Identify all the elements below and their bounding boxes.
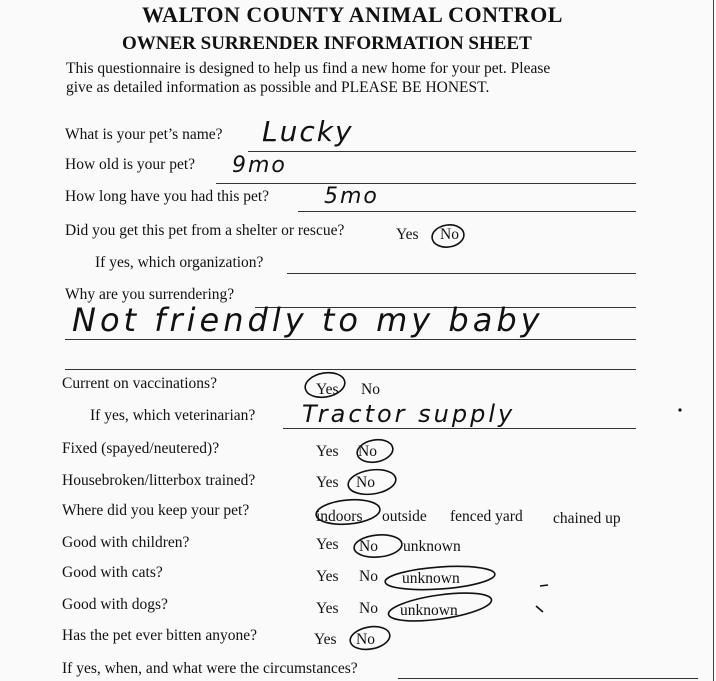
housebroken-no-option[interactable]: No: [356, 474, 375, 491]
stray-mark-1: [540, 585, 548, 586]
dogs-unknown-option[interactable]: unknown: [400, 602, 458, 619]
vaccination-no-option[interactable]: No: [361, 381, 380, 398]
vaccination-yes-option[interactable]: Yes: [316, 381, 339, 398]
children-yes-option[interactable]: Yes: [316, 536, 339, 553]
fixed-yes-option[interactable]: Yes: [316, 443, 339, 460]
ownership-duration-answer[interactable]: 5mo: [324, 184, 379, 209]
cats-no-option[interactable]: No: [359, 568, 378, 585]
cats-unknown-option[interactable]: unknown: [402, 570, 460, 587]
ownership-duration-label: How long have you had this pet?: [65, 188, 270, 205]
dogs-no-option[interactable]: No: [359, 600, 378, 617]
fixed-question: Fixed (spayed/neutered)?: [62, 440, 220, 457]
housing-question: Where did you keep your pet?: [62, 502, 250, 519]
housebroken-yes-option[interactable]: Yes: [316, 474, 339, 491]
housebroken-question: Housebroken/litterbox trained?: [62, 472, 256, 489]
pet-name-label: What is your pet’s name?: [65, 126, 223, 143]
children-no-option[interactable]: No: [359, 538, 378, 555]
pet-age-label: How old is your pet?: [65, 156, 196, 173]
pet-name-answer[interactable]: Lucky: [262, 115, 354, 148]
housing-chained-option[interactable]: chained up: [553, 510, 621, 527]
surrender-reason-label: Why are you surrendering?: [65, 286, 235, 303]
children-unknown-option[interactable]: unknown: [403, 538, 461, 555]
bite-question: Has the pet ever bitten anyone?: [62, 627, 257, 644]
circumstances-label: If yes, when, and what were the circumstances?: [62, 660, 358, 677]
intro-line-2: give as detailed information as possible and PLEASE BE HONEST.: [66, 79, 490, 96]
veterinarian-line: [283, 428, 636, 429]
form-title: WALTON COUNTY ANIMAL CONTROL: [142, 2, 563, 27]
vaccination-question: Current on vaccinations?: [62, 375, 217, 392]
scan-edge-right: [713, 0, 714, 681]
veterinarian-answer[interactable]: Tractor supply: [302, 400, 516, 428]
housing-indoors-option[interactable]: indoors: [316, 508, 363, 525]
shelter-yes-option[interactable]: Yes: [396, 226, 419, 243]
cats-yes-option[interactable]: Yes: [316, 568, 339, 585]
surrender-reason-line-3: [65, 369, 636, 370]
shelter-question: Did you get this pet from a shelter or rescue?: [65, 222, 345, 239]
stray-mark-2: [536, 606, 543, 612]
surrender-reason-answer[interactable]: Not friendly to my baby: [72, 301, 544, 339]
children-question: Good with children?: [62, 534, 190, 551]
fixed-no-option[interactable]: No: [358, 443, 377, 460]
stray-dot: [678, 408, 681, 411]
cats-question: Good with cats?: [62, 564, 163, 581]
intro-line-1: This questionnaire is designed to help us find a new home for your pet. Please: [66, 60, 551, 77]
pet-age-line: [216, 183, 636, 184]
shelter-no-option[interactable]: No: [440, 226, 459, 243]
surrender-reason-line-2: [65, 339, 636, 340]
pet-name-line: [248, 151, 636, 152]
bite-no-option[interactable]: No: [356, 631, 375, 648]
pet-age-answer[interactable]: 9mo: [232, 153, 287, 178]
housing-fenced-option[interactable]: fenced yard: [450, 508, 523, 525]
form-subtitle: OWNER SURRENDER INFORMATION SHEET: [122, 33, 532, 54]
bite-yes-option[interactable]: Yes: [314, 631, 337, 648]
housing-outside-option[interactable]: outside: [382, 508, 427, 525]
organization-label: If yes, which organization?: [95, 254, 264, 271]
dogs-yes-option[interactable]: Yes: [316, 600, 339, 617]
dogs-question: Good with dogs?: [62, 596, 168, 613]
circumstances-line: [398, 678, 698, 679]
veterinarian-label: If yes, which veterinarian?: [90, 407, 256, 424]
ownership-duration-line: [298, 211, 636, 212]
organization-line: [287, 273, 636, 274]
